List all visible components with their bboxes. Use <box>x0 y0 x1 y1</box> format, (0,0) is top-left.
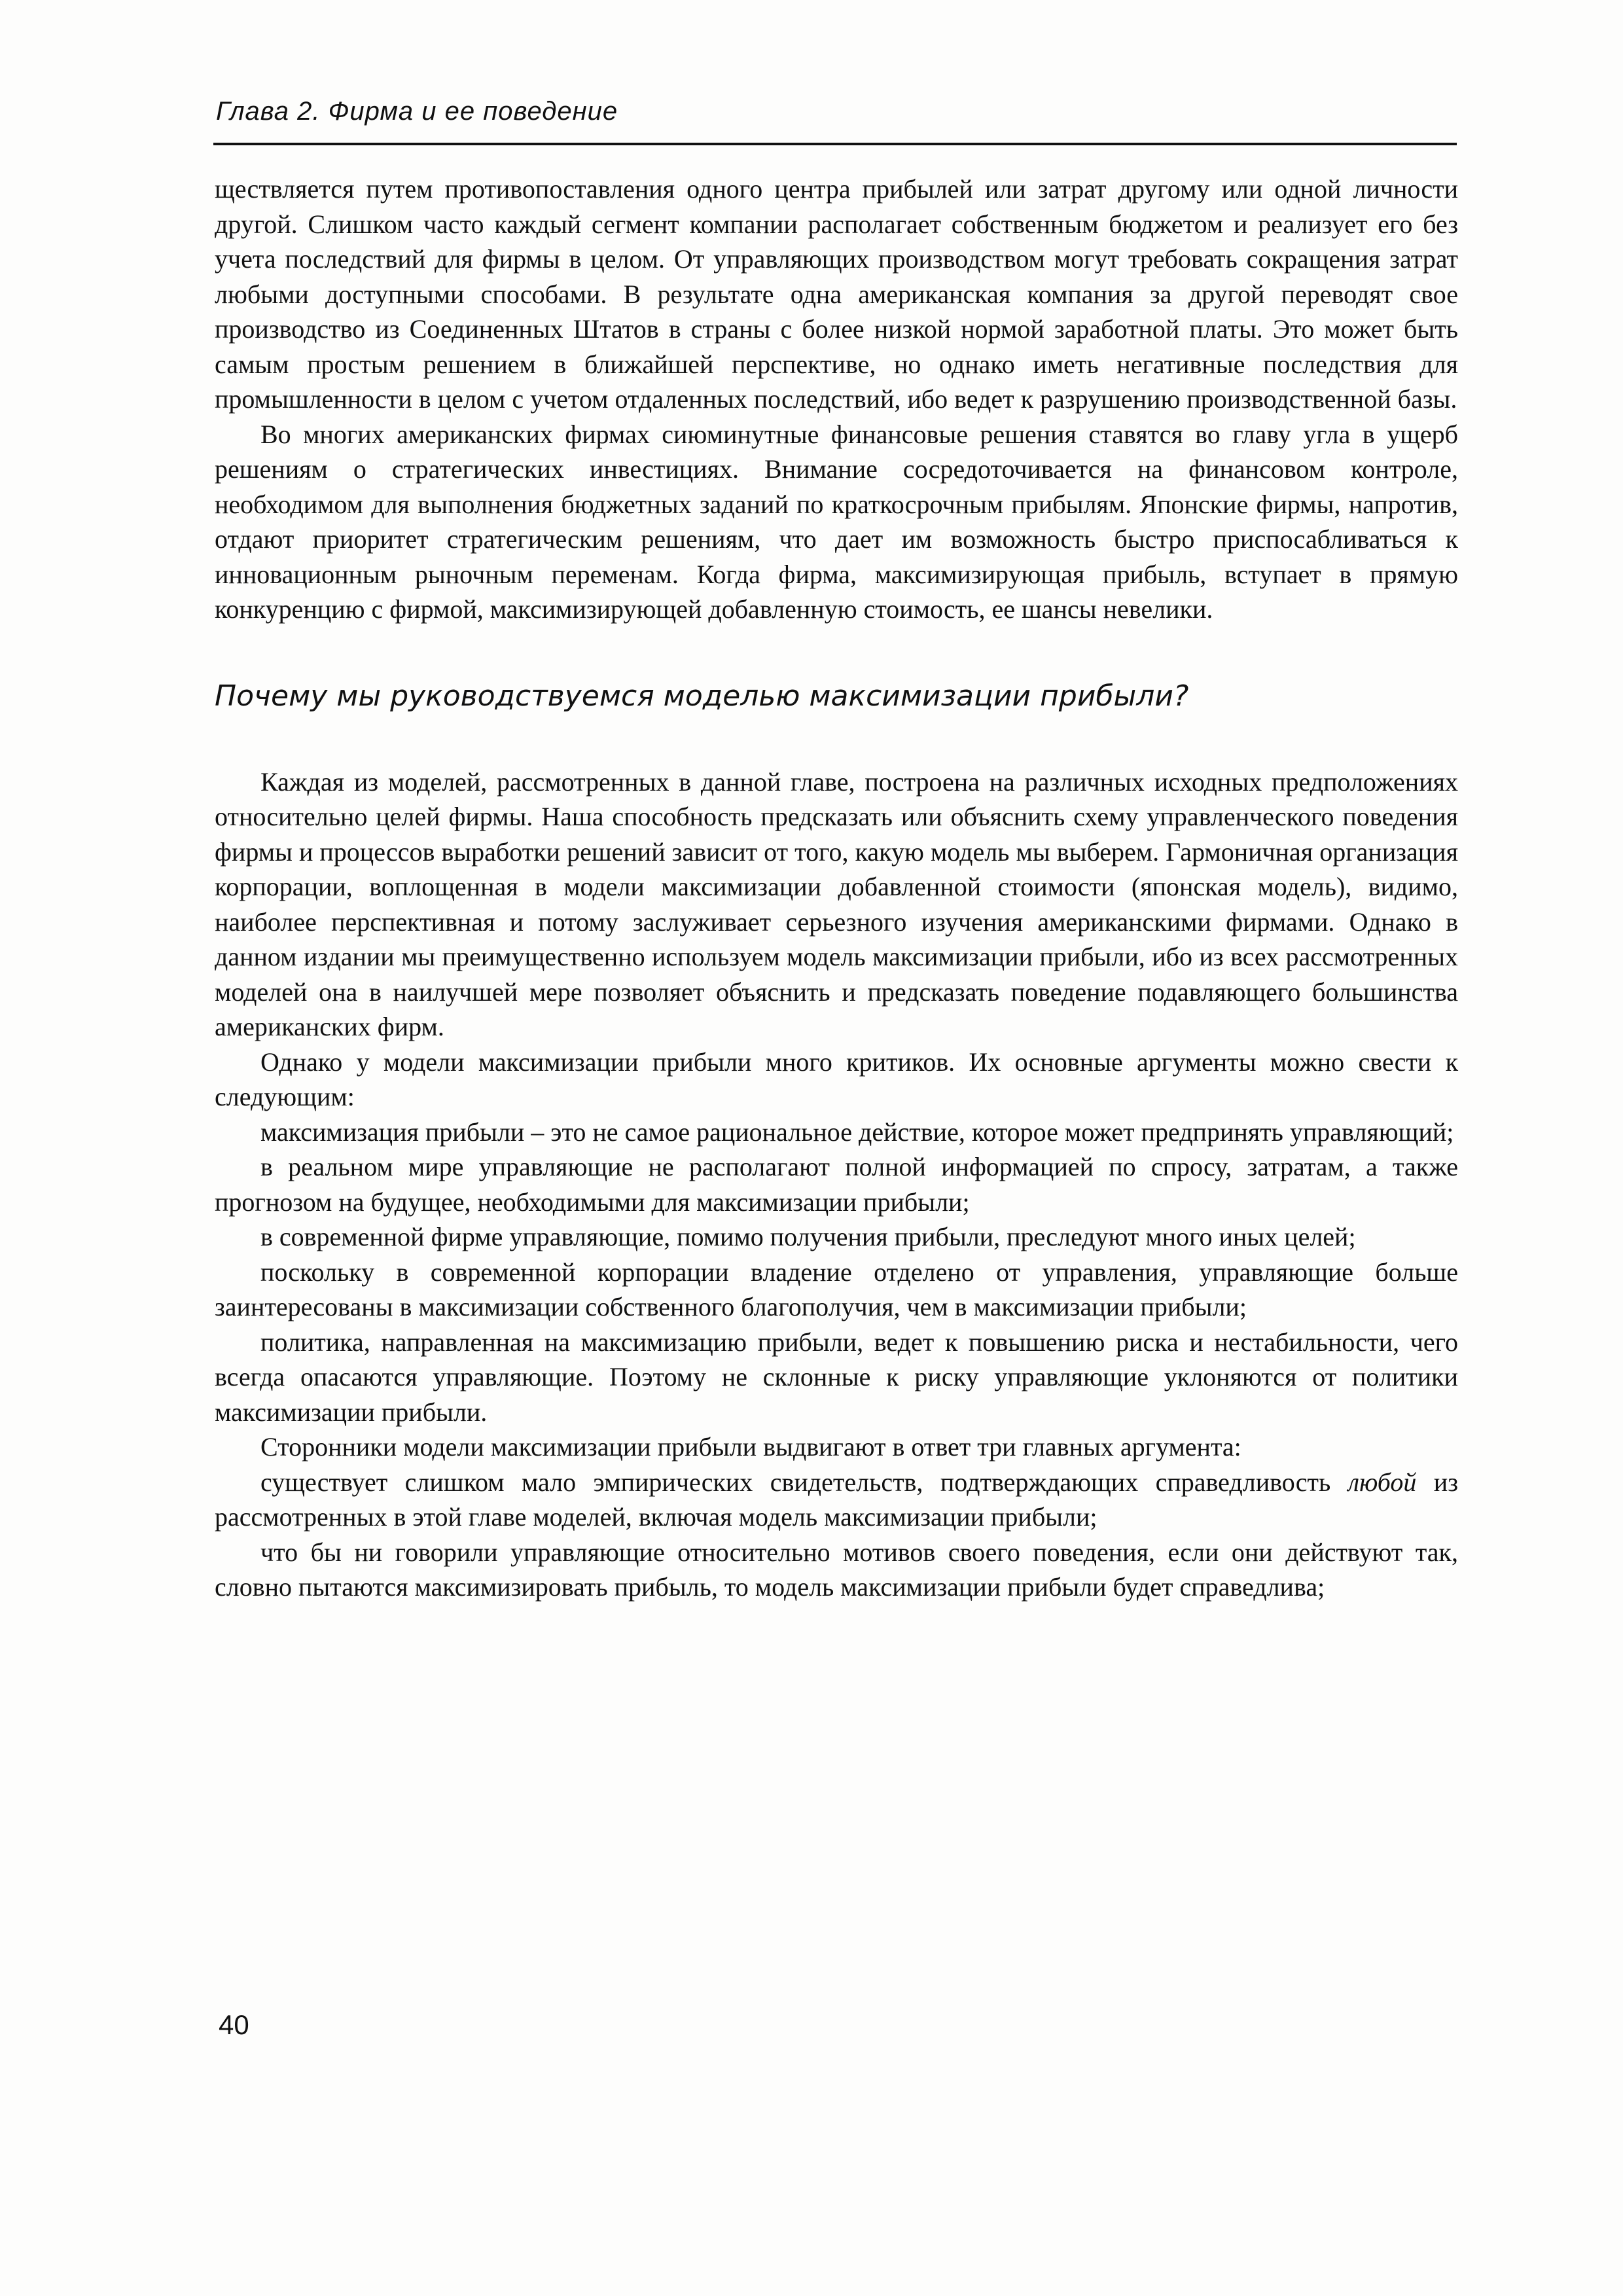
list-item: в реальном мире управляющие не располагают полной информацией по спросу, затратам, а также прогнозом на будущее, необходимыми для максимизации прибыли; <box>215 1152 1458 1217</box>
section-heading: Почему мы руководствуемся моделью максимизации прибыли? <box>215 679 1189 713</box>
list-item: поскольку в современной корпорации владение отделено от управления, управляющие больше заинтересованы в максимизации собственного благополучия, чем в максимизации прибыли; <box>215 1257 1458 1321</box>
list-item-text: существует слишком мало эмпирических свидетельств, подтверждающих справедливость <box>260 1467 1348 1497</box>
list-item: политика, направленная на максимизацию прибыли, ведет к повышению риска и нестабильности, чего всегда опасаются управляющие. Поэтому не склонные к риску управляющие уклоняются от политики максимизации прибыли. <box>215 1327 1458 1427</box>
paragraph: ществляется путем противопоставления одного центра прибылей или затрат другому или одной личности другой. Слишком часто каждый сегмент компании располагает собственным бюджетом и реализует его без учета последствий для фирмы в целом. От управляющих производством могут требовать сокращения затрат любыми доступными способами. В результате одна американская компания за другой переводят свое производство из Соединенных Штатов в страны с более низкой нормой заработной платы. Это может быть самым простым решением в ближайшей перспективе, но однако иметь негативные последствия для промышленности в целом с учетом отдаленных последствий, ибо ведет к разрушению производственной базы. <box>215 174 1458 414</box>
list-item <box>215 1465 1458 1535</box>
page-number: 40 <box>219 2009 249 2040</box>
running-head: Глава 2. Фирма и ее поведение <box>216 97 618 126</box>
list-item: максимизация прибыли – это не самое рациональное действие, которое может предпринять управляющий; <box>260 1117 1454 1147</box>
body-text <box>215 171 1458 1605</box>
paragraph: Каждая из моделей, рассмотренных в данной главе, построена на различных исходных предположениях относительно целей фирмы. Наша способность предсказать или объяснить схему управленческого поведения фирмы и процессов выработки решений зависит от того, какую модель мы выберем. Гармоничная организация корпорации, воплощенная в модели максимизации добавленной стоимости (японская модель), видимо, наиболее перспективная и потому заслуживает серьезного изучения американскими фирмами. Однако в данном издании мы преимущественно используем модель максимизации прибыли, ибо из всех рассмотренных моделей она в наилучшей мере позволяет объяснить и предсказать поведение подавляющего большинства американских фирм. <box>215 766 1458 1041</box>
list-item: в современной фирме управляющие, помимо получения прибыли, преследуют много иных целей; <box>260 1222 1356 1251</box>
list-item-text: из рассмотренных в этой главе моделей, включая модель максимизации прибыли; <box>215 1467 1458 1532</box>
paragraph: Однако у модели максимизации прибыли много критиков. Их основные аргументы можно свести к следующим: <box>215 1047 1458 1111</box>
paragraph: Сторонники модели максимизации прибыли выдвигают в ответ три главных аргумента: <box>260 1432 1241 1462</box>
emphasis: любой <box>1347 1467 1417 1497</box>
header-rule <box>213 143 1457 145</box>
paragraph: Во многих американских фирмах сиюминутные финансовые решения ставятся во главу угла в ущерб решениям о стратегических инвестициях. Внимание сосредоточивается на финансовом контроле, необходимом для выполнения бюджетных заданий по краткосрочным прибылям. Японские фирмы, напротив, отдают приоритет стратегическим решениям, что дает им возможность быстро приспосабливаться к инновационным рыночным переменам. Когда фирма, максимизирующая прибыль, вступает в прямую конкуренцию с фирмой, максимизирующей добавленную стоимость, ее шансы невелики. <box>215 419 1458 624</box>
list-item: что бы ни говорили управляющие относительно мотивов своего поведения, если они действуют так, словно пытаются максимизировать прибыль, то модель максимизации прибыли будет справедлива; <box>215 1537 1458 1602</box>
